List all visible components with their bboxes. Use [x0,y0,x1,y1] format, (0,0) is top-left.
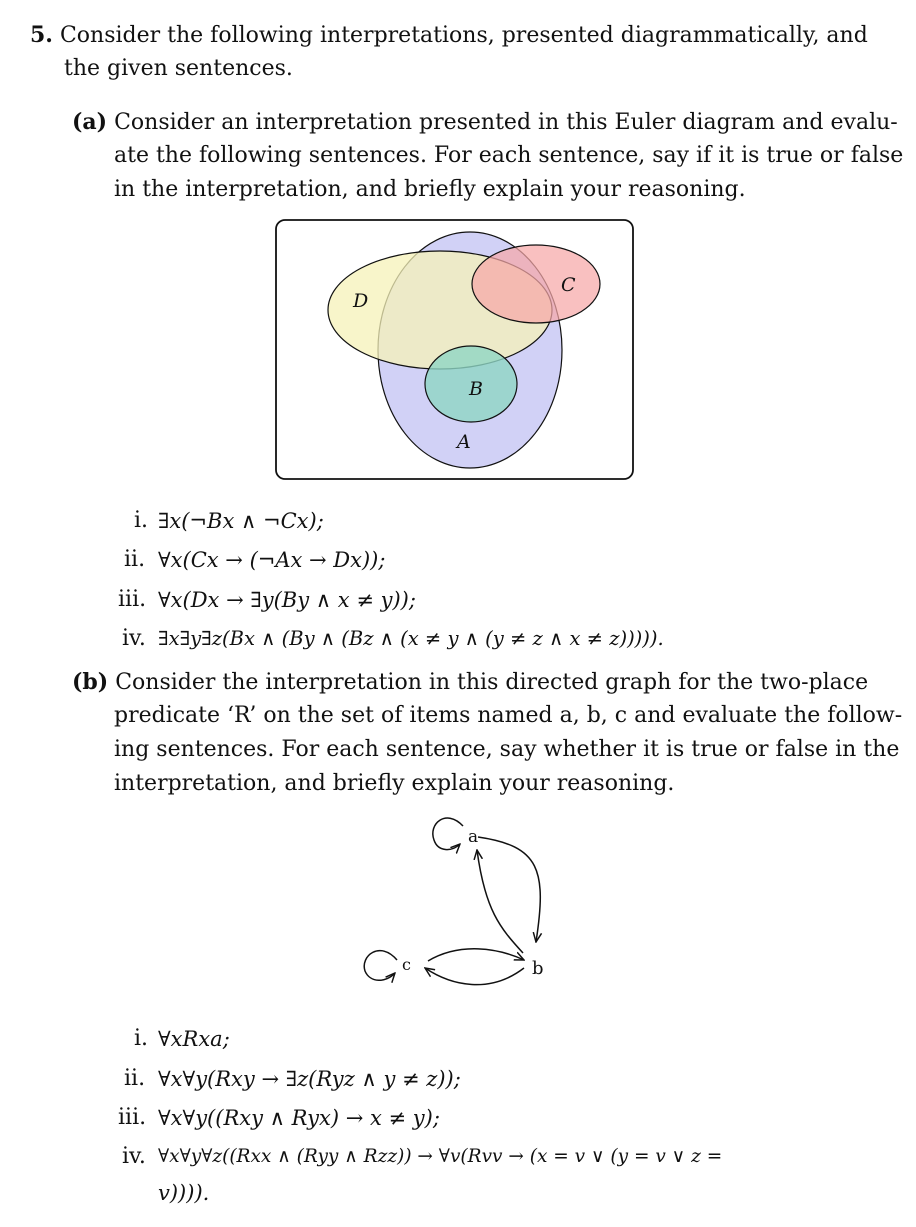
question-intro-1: Consider the following interpretations, presented diagrammatically, and [59,23,868,48]
node-b-label: b [532,958,544,979]
question-number: 5. [30,22,53,48]
set-a-label: A [457,431,471,453]
part-b-text-3: ing sentences. For each sentence, say whether it is true or false in the [114,737,900,762]
edge-b-to-c [425,968,524,985]
part-a-line-1 [72,107,898,138]
part-b-text-1: Consider the interpretation in this directed graph for the two-place [115,670,869,695]
question-intro-2: the given sentences. [64,56,293,81]
b-item-4-formula-cont: v)))). [158,1181,210,1205]
b-item-1-formula: ∀xRxa; [158,1027,230,1051]
a-item-4-formula: ∃x∃y∃z(Bx ∧ (By ∧ (Bz ∧ (x ≠ y ∧ (y ≠ z ∧ x ≠ z))))). [158,627,664,650]
a-item-2-formula: ∀x(Cx → (¬Ax → Dx)); [158,548,386,572]
part-b-text-4: interpretation, and briefly explain your reasoning. [114,771,675,796]
b-item-2-formula: ∀x∀y(Rxy → ∃z(Ryz ∧ y ≠ z)); [158,1067,461,1091]
set-d-label: D [353,290,369,312]
part-a-text-2: ate the following sentences. For each sentence, say if it is true or false [114,143,904,168]
edge-b-to-a [477,850,523,953]
directed-graph [340,810,570,1000]
a-item-3-label: iii. [118,587,147,612]
edge-c-to-b [428,949,524,961]
part-a-text-1: Consider an interpretation presented in this Euler diagram and evalu- [114,110,898,135]
set-c-ellipse [472,245,600,323]
euler-diagram [270,215,640,485]
set-c-label: C [561,274,576,296]
b-item-3-formula: ∀x∀y((Rxy ∧ Ryx) → x ≠ y); [158,1106,440,1130]
part-a-label: (a) [72,109,108,135]
b-item-1-label: i. [134,1026,149,1051]
b-item-2-label: ii. [124,1066,146,1091]
node-a-label: a [468,827,479,847]
part-b-line-1 [72,667,868,698]
a-item-1-label: i. [134,508,149,533]
part-b-text-2: predicate ‘R’ on the set of items named a, b, c and evaluate the follow- [114,703,903,728]
a-item-3-formula: ∀x(Dx → ∃y(By ∧ x ≠ y)); [158,588,416,612]
edge-a-to-b [478,837,540,942]
part-b-label: (b) [72,669,109,695]
a-item-1-formula: ∃x(¬Bx ∧ ¬Cx); [158,509,324,533]
b-item-4-label: iv. [122,1144,146,1169]
question-line-1 [30,20,868,51]
b-item-4-formula: ∀x∀y∀z((Rxx ∧ (Ryy ∧ Rzz)) → ∀v(Rvv → (x = v ∨ (y = v ∨ z = [158,1146,723,1167]
b-item-3-label: iii. [118,1105,147,1130]
node-c-label: c [402,955,411,974]
self-loop-c [364,951,397,981]
set-b-label: B [469,378,483,400]
part-a-text-3: in the interpretation, and briefly explain your reasoning. [114,177,746,202]
self-loop-a [433,818,463,850]
a-item-4-label: iv. [122,626,146,651]
a-item-2-label: ii. [124,547,146,572]
